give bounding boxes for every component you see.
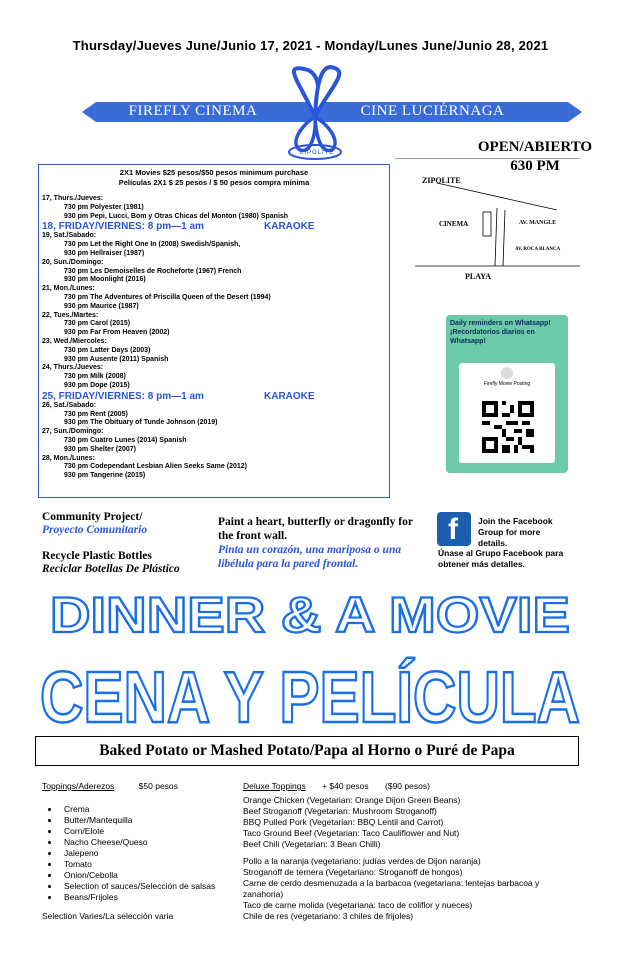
open-hour: 630 PM [510, 158, 560, 174]
schedule-line-text: 22, Tues./Martes: [42, 311, 99, 319]
schedule-day [42, 402, 387, 411]
schedule-line-text: 19, Sat./Sabado: [42, 232, 97, 240]
map-cinema: CINEMA [439, 220, 469, 228]
topping-item: Butter/Mantequilla [46, 815, 246, 826]
schedule-line-text: 17, Thurs./Jueves: [42, 195, 104, 202]
schedule-line-text: 18, FRIDAY/VIERNES: 8 pm—1 am [42, 221, 204, 233]
schedule-price-en: 2X1 Movies $25 pesos/$50 pesos minimum purchase [119, 168, 309, 177]
schedule-line-text: 20, Sun./Domingo: [42, 258, 104, 266]
dinner-movie-text: DINNER & A MOVIE [50, 587, 570, 643]
schedule-showing [42, 446, 387, 455]
recycle-bottles [42, 550, 212, 576]
schedule-line-text: 24, Thurs./Jueves: [42, 364, 104, 372]
schedule-line-text: 730 pm Polyester (1981) [64, 203, 144, 211]
paint-en: Paint a heart, butterfly or dragonfly for the front wall. [218, 516, 413, 542]
map-av-roca-blanca: AV. ROCA BLANCA [515, 247, 561, 252]
schedule-line-text: 730 pm Cuatro Lunes (2014) Spanish [64, 436, 187, 444]
map-av-mangle: AV. MANGLE [519, 220, 557, 226]
topping-item: Tomato [46, 859, 246, 870]
schedule-line-text: 730 pm Latter Days (2003) [64, 346, 151, 354]
schedule-line-text: 930 pm Maurice (1987) [64, 302, 139, 310]
cena-pelicula-title [20, 640, 600, 735]
deluxe-item: Beef Chili (Vegetarian: 3 Bean Chilli) [243, 839, 381, 849]
topping-item: Corn/Elote [46, 826, 246, 837]
butterfly-logo-icon [270, 62, 360, 162]
community-title-es: Proyecto Comunitario [42, 524, 148, 536]
karaoke-label: KARAOKE [264, 221, 315, 233]
schedule-line-text: 930 pm Hellraiser (1987) [64, 249, 145, 257]
karaoke-label: KARAOKE [264, 390, 315, 402]
avatar [501, 367, 513, 379]
recycle-es: Reciclar Botellas De Plástico [42, 563, 180, 575]
selection-note: Selection Varies/La selección varia [42, 911, 174, 921]
flyer-dates: Thursday/Jueves June/Junio 17, 2021 - Monday/Lunes June/Junio 28, 2021 [72, 38, 549, 53]
schedule-day [42, 364, 387, 373]
deluxe-item: Orange Chicken (Vegetarian: Orange Dijon Green Beans) [243, 795, 461, 805]
schedule-showing [42, 382, 387, 391]
schedule-line-text: 27, Sun./Domingo: [42, 428, 104, 436]
schedule-showing [42, 276, 387, 285]
facebook-text-en: Join the Facebook Group for more details. [478, 516, 553, 548]
facebook-text-es: Únase al Grupo Facebook para obtener más detalles. [438, 548, 564, 569]
facebook-f-glyph: f [448, 513, 458, 546]
schedule-line-text: 930 pm Far From Heaven (2002) [64, 329, 170, 337]
schedule-header [39, 168, 389, 188]
schedule-line-text: 730 pm The Adventures of Priscilla Queen of the Desert (1994) [64, 293, 271, 301]
karaoke-night [42, 391, 387, 402]
schedule-showing [42, 294, 387, 303]
deluxe-item: Stroganoff de ternera (Vegetariano: Stroganoff de hongos) [243, 867, 463, 877]
schedule-line-text: 730 pm Codependant Lesbian Alien Seeks Same (2012) [64, 463, 247, 471]
recycle-en: Recycle Plastic Bottles [42, 550, 152, 562]
karaoke-night [42, 221, 387, 232]
community-title-en: Community Project/ [42, 511, 143, 523]
topping-item: Nacho Cheese/Queso [46, 837, 246, 848]
deluxe-item: Chile de res (vegetariano: 3 chiles de frijoles) [243, 911, 414, 921]
topping-item: Beans/Frijoles [46, 892, 246, 903]
schedule-day [42, 195, 387, 204]
deluxe-item: Carne de cerdo desmenuzada a la barbacoa (vegetariana: lentejas barbacoa y [243, 878, 540, 888]
toppings-price: $50 pesos [138, 781, 178, 791]
schedule-line-text: 730 pm Milk (2008) [64, 373, 126, 381]
schedule-showing [42, 268, 387, 277]
schedule-price-es: Películas 2X1 $ 25 pesos / $ 50 pesos compra mínima [118, 178, 310, 187]
toppings-title: Toppings/Aderezos [42, 781, 115, 791]
deluxe-item: BBQ Pulled Pork (Vegetarian: BBQ Lentil and Carrot) [243, 817, 444, 827]
banner-title-es: CINE LUCIÉRNAGA [360, 103, 505, 119]
schedule-line-text: 930 pm Ausente (2011) Spanish [64, 355, 169, 363]
deluxe-item: Beef Stroganoff (Vegetarian: Mushroom Stroganoff) [243, 806, 437, 816]
schedule-day [42, 259, 387, 268]
schedule-showing [42, 419, 387, 428]
schedule-showing [42, 356, 387, 365]
schedule-line-text: 23, Wed./Miercoles: [42, 337, 107, 345]
schedule-showing [42, 320, 387, 329]
facebook-icon[interactable] [437, 512, 471, 546]
schedule-day [42, 312, 387, 321]
banner-title-en: FIREFLY CINEMA [128, 103, 258, 119]
schedule-list [42, 195, 387, 481]
schedule-showing [42, 472, 387, 481]
deluxe-price: + $40 pesos [322, 781, 369, 791]
whatsapp-card [446, 315, 568, 473]
cena-pelicula-text: CENA Y PELÍCULA [40, 658, 580, 735]
open-label: OPEN/ABIERTO [477, 139, 593, 155]
schedule-showing [42, 204, 387, 213]
schedule-showing [42, 463, 387, 472]
topping-item: Crema [46, 804, 246, 815]
community-project [42, 511, 212, 537]
schedule-showing [42, 373, 387, 382]
schedule-day [42, 285, 387, 294]
deluxe-header [243, 781, 430, 791]
potato-title: Baked Potato or Mashed Potato/Papa al Horno o Puré de Papa [99, 742, 515, 759]
deluxe-item: Pollo a la naranja (vegetariano: judías verdes de Dijon naranja) [243, 856, 481, 866]
schedule-line-text: 930 pm Moonlight (2016) [64, 276, 146, 284]
whatsapp-text: Daily reminders on Whatsapp! ¡Recordatorios diarios en Whatsapp! [450, 320, 551, 345]
schedule-showing [42, 241, 387, 250]
schedule-line-text: 930 pm Pepi, Lucci, Bom y Otras Chicas del Monton (1980) Spanish [64, 212, 289, 220]
schedule-line-text: 930 pm Shelter (2007) [64, 445, 136, 453]
schedule-line-text: 930 pm The Obituary of Tunde Johnson (2019) [64, 419, 218, 427]
whatsapp-group-name: Firefly Movie Posting [483, 381, 531, 387]
schedule-showing [42, 437, 387, 446]
schedule-line-text: 730 pm Rent (2005) [64, 410, 128, 418]
topping-item: Jalepeno [46, 848, 246, 859]
schedule-showing [42, 213, 387, 222]
schedule-line-text: 730 pm Let the Right One In (2008) Swedish/Spanish, [64, 241, 241, 249]
schedule-day [42, 455, 387, 464]
schedule-showing [42, 329, 387, 338]
topping-item: Onion/Cebolla [46, 870, 246, 881]
location-map [395, 158, 580, 283]
movie-schedule [38, 164, 390, 498]
paint-es: Pinta un corazón, una mariposa o una libélula para la pared frontal. [218, 544, 402, 570]
schedule-line-text: 730 pm Les Demoiselles de Rocheforte (1967) French [64, 267, 242, 275]
potato-box [35, 736, 579, 766]
schedule-line-text: 930 pm Dope (2015) [64, 381, 130, 389]
schedule-showing [42, 303, 387, 312]
deluxe-item: zanahoria) [243, 889, 284, 899]
logo-caption: ZIPOLITE [299, 150, 335, 156]
deluxe-list [243, 795, 588, 922]
schedule-line-text: 21, Mon./Lunes: [42, 285, 95, 293]
schedule-line-text: 26, Sat./Sabado: [42, 401, 97, 409]
deluxe-title: Deluxe Toppings [243, 781, 306, 791]
toppings-list [46, 804, 246, 903]
qr-code-icon[interactable] [482, 401, 534, 453]
schedule-showing [42, 411, 387, 420]
deluxe-item: Taco Ground Beef (Vegetarian: Taco Cauliflower and Nut) [243, 828, 460, 838]
whatsapp-qr-card [459, 363, 555, 463]
schedule-day [42, 232, 387, 241]
schedule-day [42, 428, 387, 437]
schedule-day [42, 338, 387, 347]
deluxe-item: Taco de carne molida (vegetariana: taco de coliflor y nueces) [243, 900, 473, 910]
schedule-line-text: 28, Mon./Lunes: [42, 454, 95, 462]
schedule-line-text: 25, FRIDAY/VIERNES: 8 pm—1 am [42, 390, 204, 402]
map-playa: PLAYA [465, 272, 492, 281]
schedule-showing [42, 347, 387, 356]
deluxe-price-total: ($90 pesos) [385, 781, 430, 791]
paint-wall [218, 515, 418, 571]
schedule-showing [42, 250, 387, 259]
schedule-line-text: 930 pm Tangerine (2015) [64, 472, 146, 480]
topping-item: Selection of sauces/Selección de salsas [46, 881, 246, 892]
map-zipolite: ZIPOLITE [422, 176, 461, 185]
toppings-header [42, 781, 178, 791]
schedule-line-text: 730 pm Carol (2015) [64, 320, 131, 328]
